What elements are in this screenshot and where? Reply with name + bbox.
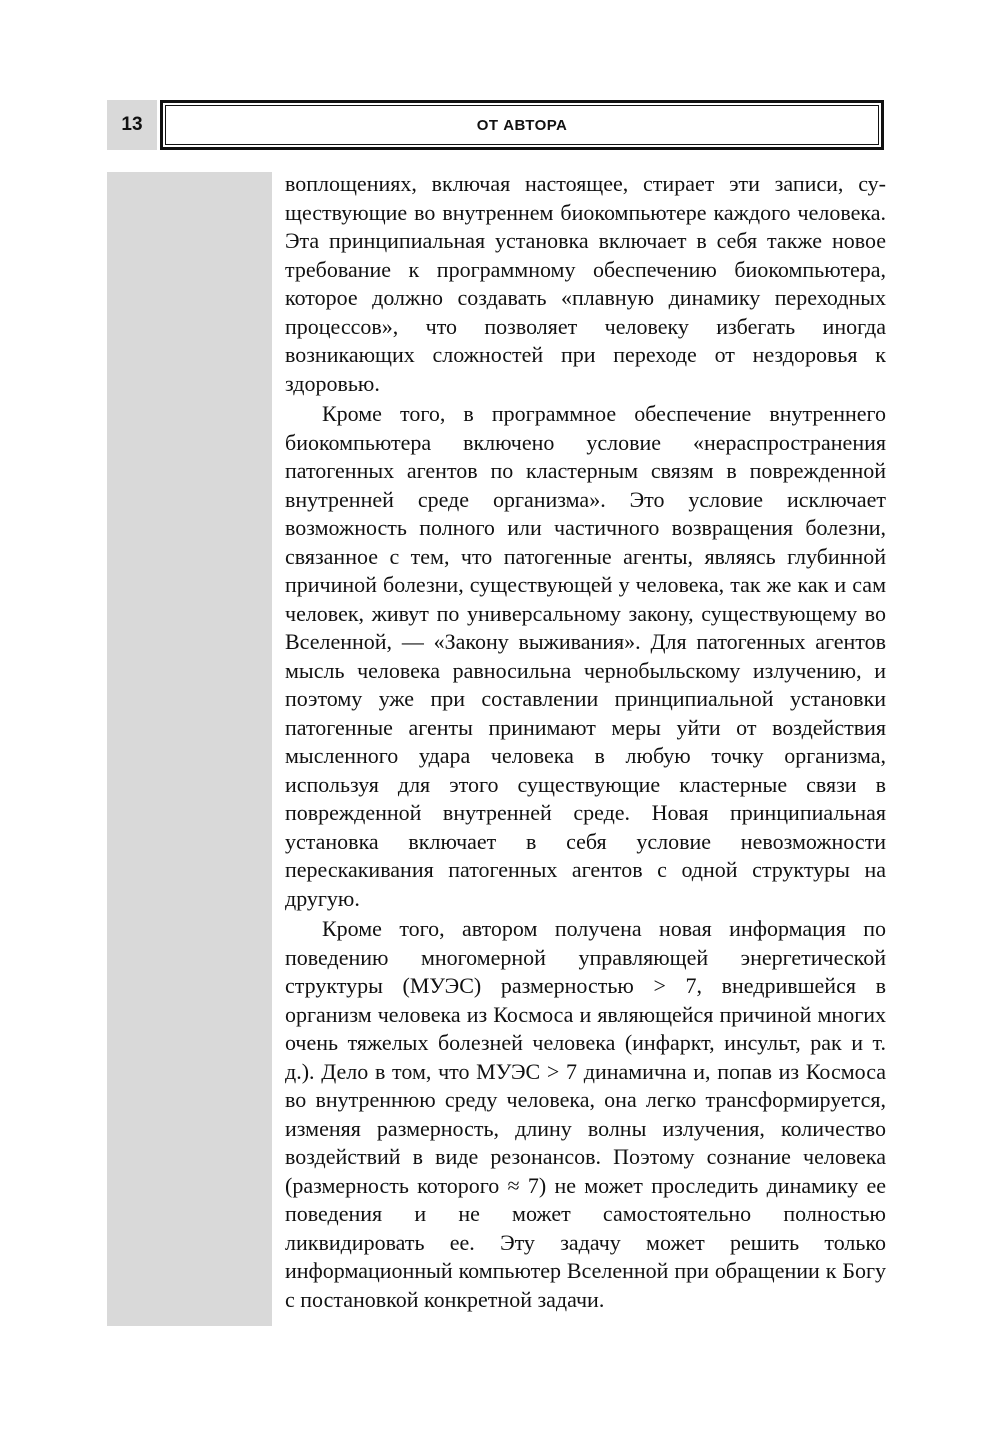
paragraph-1: воплощениях, включая настоящее, стирает эти записи, существующие во внутреннем биокомпьютере каждого человека. Эта принципиальная установка включает в себя также новое требование к программному обеспечению биокомпьютера, которое должно создавать «плавную динамику переходных процессов», что позволяет человеку избегать иногда возникающих сложностей при переходе от нездоровья к здоровью. [285,171,886,396]
body-text-column [285,170,886,1320]
paragraph-3: Кроме того, автором получена новая информация по поведению многомерной управляющей энергетической структуры (МУЭС) размерностью > 7, внедрившейся в организм человека из Космоса и являющейся причиной многих очень тяжелых болезней человека (инфаркт, инсульт, рак и т. д.). Дело в том, что МУЭС > 7 динамична и, попав из Космоса во внутреннюю среду человека, она легко трансформируется, изменяя размерность, длину волны излучения, количество воздействий в виде резонансов. Поэтому сознание человека (размерность которого ≈ 7) не может проследить динамику ее поведения и не может самостоятельно полностью ликвидировать ее. Эту задачу может решить только информационный компьютер Вселенной при обращении к Богу с постановкой конкретной задачи. [285,916,886,1312]
running-head: ОТ АВТОРА [476,116,568,134]
running-head-frame [160,100,884,150]
paragraph-2: Кроме того, в программное обеспечение внутреннего биокомпьютера включено условие «нераспространения патогенных агентов по кластерным связям в поврежденной внутренней среде организма». Это условие исключает возможность полного или частичного возвращения болезни, связанное с тем, что патогенные агенты, являясь глубинной причиной болезни, существующей у человека, так же как и сам человек, живут по универсальному закону, существующему во Вселенной, — «Закону выживания». Для патогенных агентов мысль человека равносильна чернобыльскому излучению, и поэтому уже при составлении принципиальной установки патогенные агенты принимают меры уйти от воздействия мысленного удара человека в любую точку организма, используя для этого существующие кластерные связи в поврежденной внутренней среде. Новая принципиальная установка включает в себя условие невозможности перескакивания патогенных агентов с одной структуры на другую. [285,401,886,911]
page-number-box [107,100,157,150]
page-number: 13 [121,114,143,135]
sidebar-gray-band [107,172,272,1326]
